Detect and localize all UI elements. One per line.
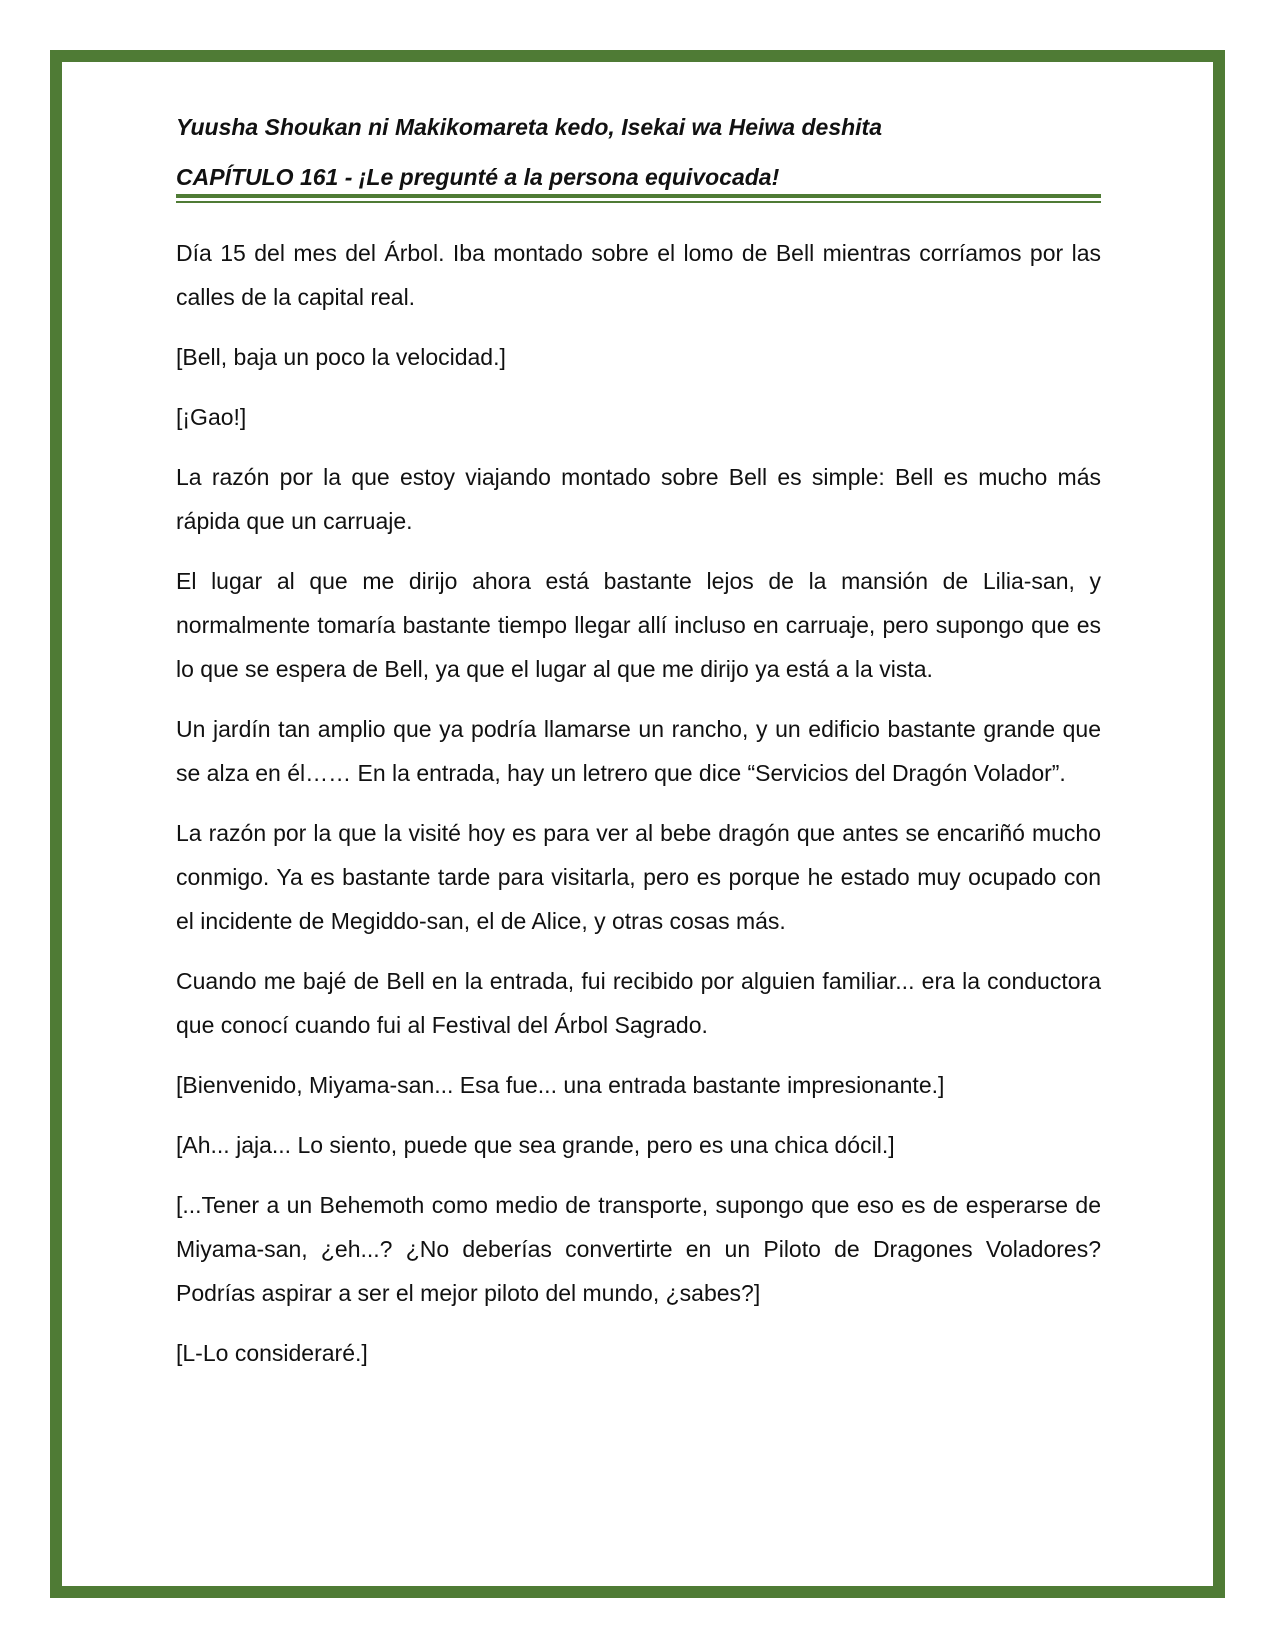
paragraph: Cuando me bajé de Bell en la entrada, fui recibido por alguien familiar... era la conductora que conocí cuando fui al Festival del Árbol Sagrado. [176, 968, 1101, 1038]
paragraph: [...Tener a un Behemoth como medio de transporte, supongo que eso es de esperarse de Miyama-san, ¿eh...? ¿No deberías convertirte en un Piloto de Dragones Voladores? Podrías aspirar a ser el mejor piloto del mundo, ¿sabes?] [176, 1192, 1101, 1306]
paragraph: [¡Gao!] [176, 404, 247, 430]
paragraph: [Bienvenido, Miyama-san... Esa fue... una entrada bastante impresionante.] [176, 1072, 945, 1098]
paragraph: Un jardín tan amplio que ya podría llamarse un rancho, y un edificio bastante grande que se alza en él…… En la entrada, hay un letrero que dice “Servicios del Dragón Volador”. [176, 716, 1101, 786]
paragraph: [Bell, baja un poco la velocidad.] [176, 344, 506, 370]
paragraph: [Ah... jaja... Lo siento, puede que sea grande, pero es una chica dócil.] [176, 1132, 895, 1158]
chapter-title: CAPÍTULO 161 - ¡Le pregunté a la persona equivocada! [176, 164, 780, 190]
series-title: Yuusha Shoukan ni Makikomareta kedo, Isekai wa Heiwa deshita [176, 114, 883, 140]
body-text [176, 231, 1101, 1375]
header-rule-thick [176, 194, 1101, 198]
document-content [176, 112, 1101, 1391]
paragraph: El lugar al que me dirijo ahora está bastante lejos de la mansión de Lilia-san, y normalmente tomaría bastante tiempo llegar allí incluso en carruaje, pero supongo que es lo que se espera de Bell, ya que el lugar al que me dirijo ya está a la vista. [176, 568, 1101, 682]
paragraph: [L-Lo consideraré.] [176, 1340, 368, 1366]
header-rule-thin [176, 201, 1101, 203]
paragraph: La razón por la que la visité hoy es para ver al bebe dragón que antes se encariñó mucho conmigo. Ya es bastante tarde para visitarla, pero es porque he estado muy ocupado con el incidente de Megiddo-san, el de Alice, y otras cosas más. [176, 820, 1101, 934]
paragraph: La razón por la que estoy viajando montado sobre Bell es simple: Bell es mucho más rápida que un carruaje. [176, 464, 1101, 534]
paragraph: Día 15 del mes del Árbol. Iba montado sobre el lomo de Bell mientras corríamos por las calles de la capital real. [176, 240, 1101, 310]
